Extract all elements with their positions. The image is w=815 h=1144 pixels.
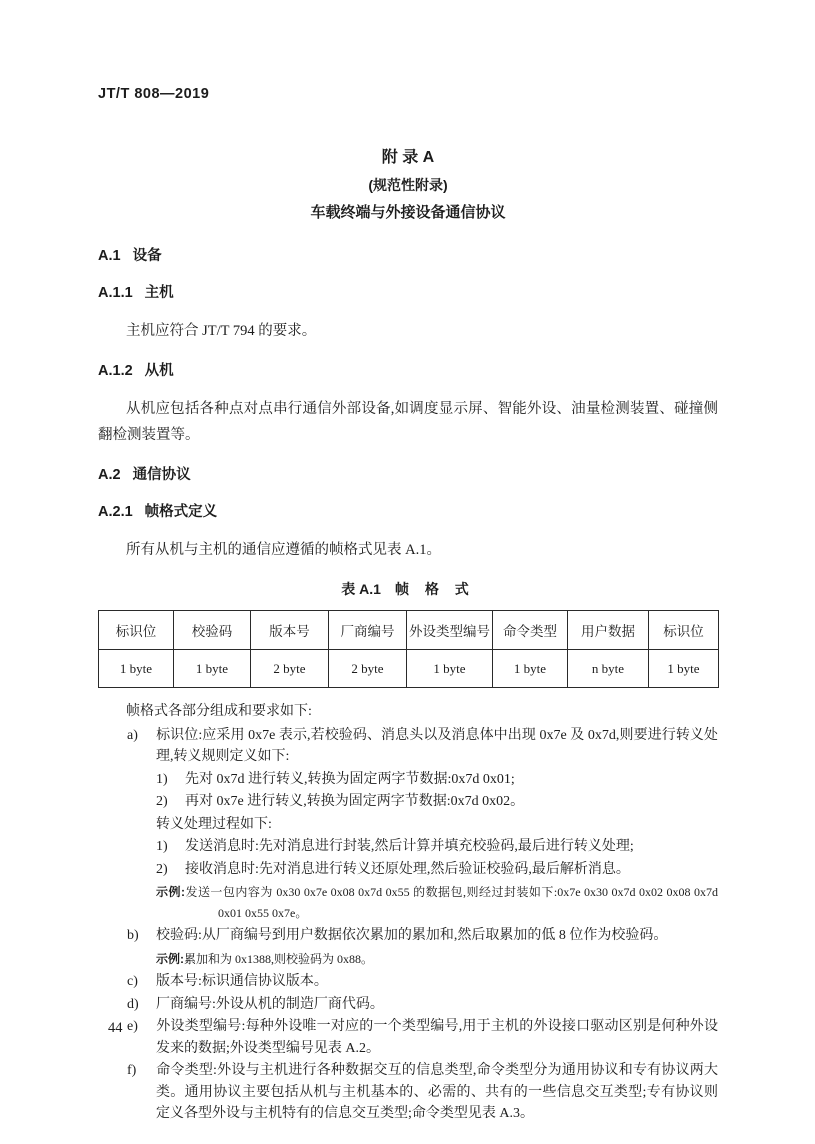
heading-a21 [98, 502, 718, 522]
heading-a1 [98, 246, 718, 266]
list-item-label: d) [127, 996, 139, 1012]
list-subitem-label: 1) [156, 839, 168, 854]
table-caption-title: 帧 格 式 [394, 581, 475, 597]
table-value-cell: 2 byte [251, 650, 329, 688]
list-item-text: 厂商编号:外设从机的制造厂商代码。 [156, 996, 384, 1012]
process-subitem-2 [156, 859, 718, 881]
table-caption-number: 表 A.1 [341, 581, 381, 597]
table-header-cell: 标识位 [99, 611, 174, 650]
table-header-cell: 厂商编号 [329, 611, 407, 650]
table-value-cell: 1 byte [493, 650, 568, 688]
frame-format-table [98, 610, 719, 688]
table-value-cell: 1 byte [99, 650, 174, 688]
appendix-title: 附 录 A [381, 149, 435, 166]
list-subitem-2 [156, 791, 718, 813]
table-header-cell: 版本号 [251, 611, 329, 650]
list-item-c [98, 971, 718, 993]
heading-a12 [98, 361, 718, 381]
list-subitem-text: 接收消息时:先对消息进行转义还原处理,然后验证校验码,最后解析消息。 [185, 861, 630, 877]
heading-text: 设备 [132, 248, 162, 264]
list-item-text: 命令类型:外设与主机进行各种数据交互的信息类型,命令类型分为通用协议和专有协议两大类。通用协议主要包括从机与主机基本的、必需的、共有的一些信息交互类型;专有协议则定义各型外设与主机特有的信息交互类型;命令类型见表 A.3。 [156, 1063, 718, 1121]
page-number: 44 [108, 1020, 123, 1036]
table-value-cell: 1 byte [649, 650, 719, 688]
table-header-cell: 命令类型 [493, 611, 568, 650]
list-item-label: a) [127, 727, 138, 743]
heading-text: 通信协议 [132, 467, 191, 483]
frame-parts-list [98, 701, 718, 1125]
example-text: 发送一包内容为 0x30 0x7e 0x08 0x7d 0x55 的数据包,则经过封装如下:0x7e 0x30 0x7d 0x02 0x08 0x7d 0x01 0x55 0x7e。 [184, 885, 718, 920]
heading-a2 [98, 465, 718, 485]
list-item-label: e) [127, 1019, 138, 1034]
table-header-cell: 外设类型编号 [407, 611, 493, 650]
list-item-label: f) [127, 1063, 137, 1078]
table-header-cell: 校验码 [174, 611, 251, 650]
appendix-name: 车载终端与外接设备通信协议 [310, 204, 506, 221]
list-item-text: 校验码:从厂商编号到用户数据依次累加的累加和,然后取累加的低 8 位作为校验码。 [156, 928, 668, 943]
heading-number: A.2 [98, 467, 121, 483]
table-header-row [99, 611, 719, 650]
paragraph-frame-intro: 所有从机与主机的通信应遵循的帧格式见表 A.1。 [126, 542, 441, 558]
process-subitem-1 [156, 836, 718, 858]
table-caption [98, 579, 718, 599]
list-item-d [98, 994, 718, 1016]
heading-number: A.1.1 [98, 285, 133, 301]
list-item-text: 外设类型编号:每种外设唯一对应的一个类型编号,用于主机的外设接口驱动区别是何种外设发来的数据;外设类型编号见表 A.2。 [156, 1019, 718, 1056]
list-subitem-text: 先对 0x7d 进行转义,转换为固定两字节数据:0x7d 0x01; [185, 771, 515, 787]
process-heading: 转义处理过程如下: [156, 816, 272, 832]
table-header-cell: 标识位 [649, 611, 719, 650]
list-item-text: 版本号:标识通信协议版本。 [156, 974, 328, 989]
table-value-cell: 1 byte [174, 650, 251, 688]
heading-text: 从机 [144, 363, 174, 379]
table-value-cell: 1 byte [407, 650, 493, 688]
standard-code: JT/T 808—2019 [98, 86, 210, 102]
heading-number: A.1 [98, 248, 121, 264]
appendix-subtitle: (规范性附录) [368, 177, 448, 193]
heading-text: 帧格式定义 [144, 504, 218, 520]
list-item-text: 标识位:应采用 0x7e 表示,若校验码、消息头以及消息体中出现 0x7e 及 0x7d,则要进行转义处理,转义规则定义如下: [156, 727, 718, 764]
list-item-e [98, 1016, 718, 1059]
appendix-title-block [98, 144, 718, 226]
list-subitem-1 [156, 769, 718, 791]
table-value-cell: 2 byte [329, 650, 407, 688]
list-item-a [98, 725, 718, 768]
paragraph-slave-description: 从机应包括各种点对点串行通信外部设备,如调度显示屏、智能外设、油量检测装置、碰撞侧翻检测装置等。 [98, 401, 718, 443]
list-subitem-text: 发送消息时:先对消息进行封装,然后计算并填充校验码,最后进行转义处理; [185, 839, 634, 854]
example-b [156, 949, 718, 970]
table-header-cell: 用户数据 [568, 611, 649, 650]
heading-text: 主机 [144, 285, 174, 301]
list-item-label: c) [127, 974, 138, 989]
list-item-f [98, 1060, 718, 1125]
example-text: 累加和为 0x1388,则校验码为 0x88。 [184, 951, 374, 966]
list-item-label: b) [127, 928, 139, 943]
example-label: 示例: [156, 885, 185, 899]
list-intro: 帧格式各部分组成和要求如下: [126, 704, 312, 719]
example-a [156, 882, 718, 923]
table-value-cell: n byte [568, 650, 649, 688]
list-subitem-text: 再对 0x7e 进行转义,转换为固定两字节数据:0x7d 0x02。 [185, 794, 525, 809]
page-content [98, 86, 718, 1126]
heading-number: A.1.2 [98, 363, 133, 379]
example-label: 示例: [156, 951, 184, 966]
heading-a11 [98, 283, 718, 303]
list-subitem-label: 2) [156, 861, 168, 877]
paragraph-host-requirement: 主机应符合 JT/T 794 的要求。 [126, 323, 317, 339]
list-subitem-label: 1) [156, 771, 168, 787]
table-value-row [99, 650, 719, 688]
heading-number: A.2.1 [98, 504, 133, 520]
list-item-b [98, 925, 718, 947]
list-subitem-label: 2) [156, 794, 168, 809]
